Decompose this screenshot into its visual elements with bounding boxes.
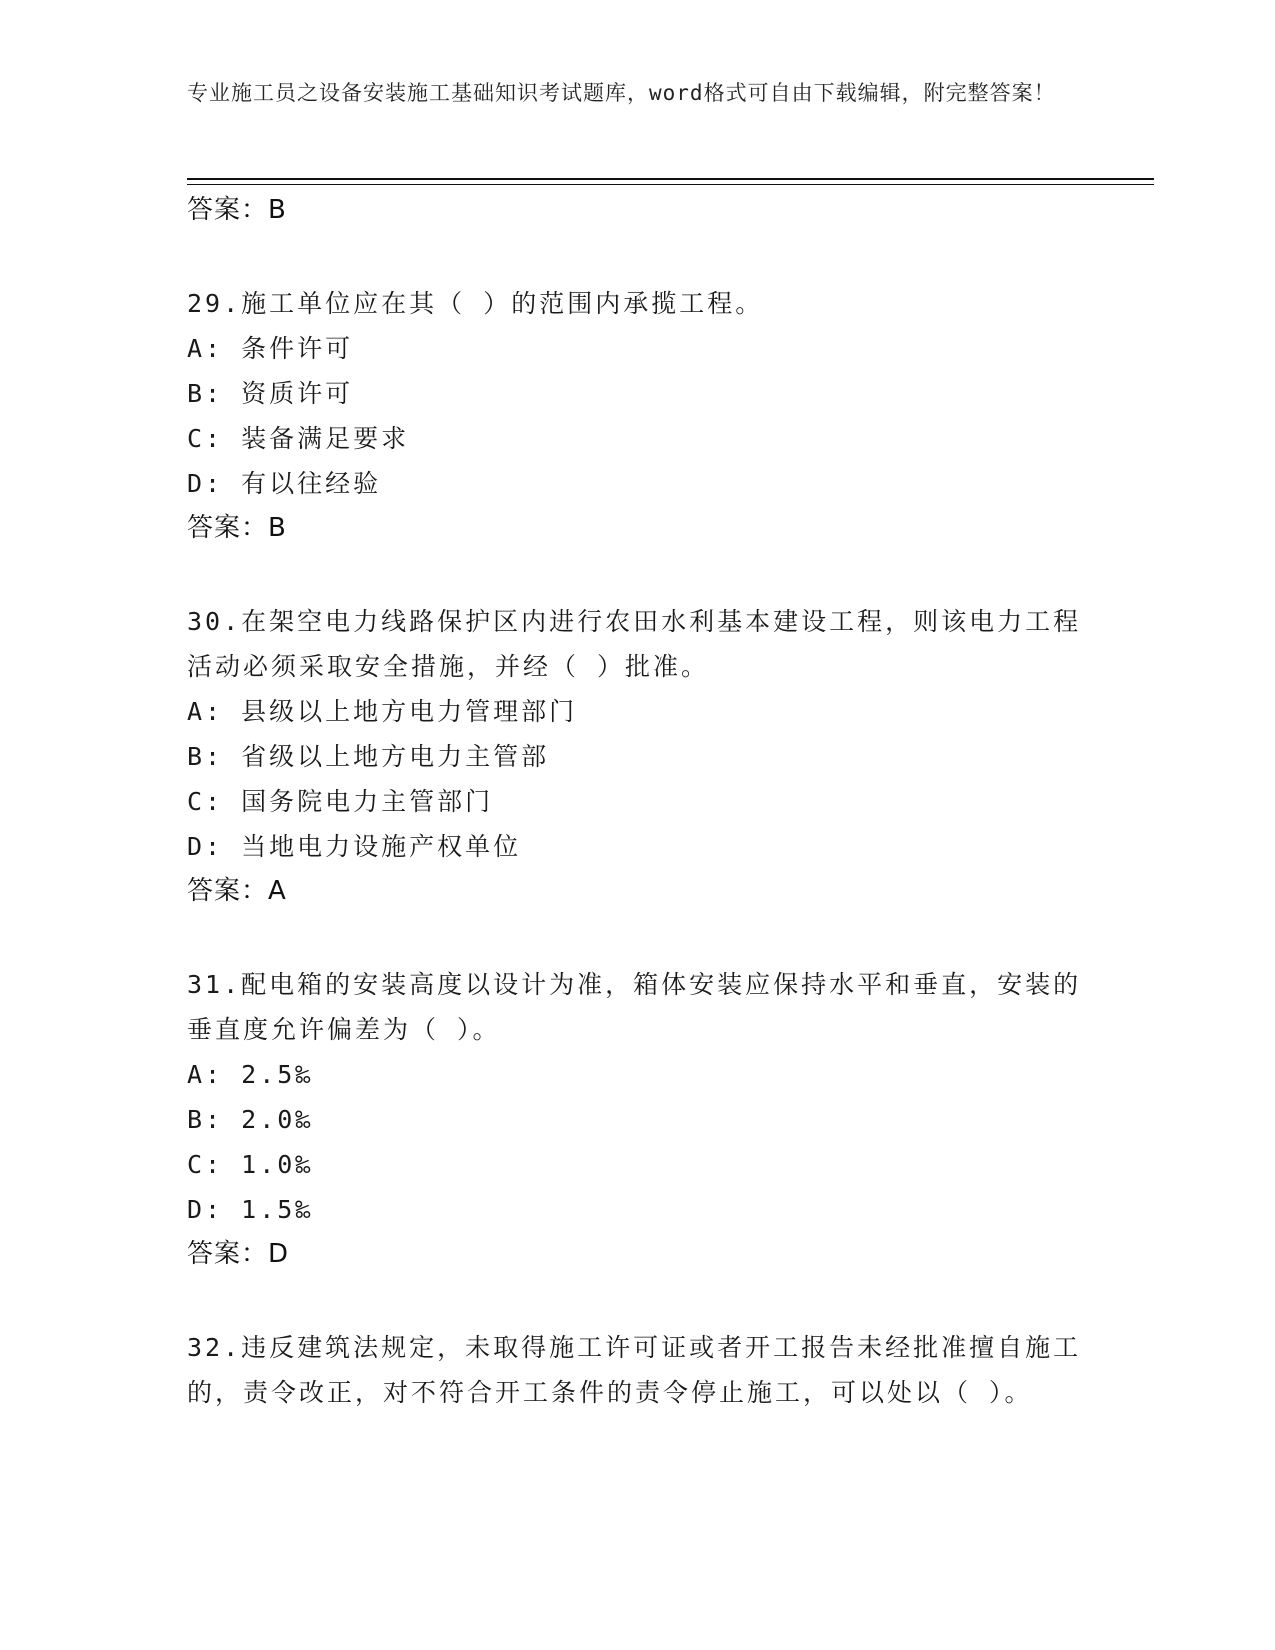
option-d: D: 当地电力设施产权单位 — [187, 832, 522, 861]
option-c: C: 1.0‰ — [187, 1150, 314, 1179]
question-block — [187, 281, 1087, 551]
option-b: B: 2.0‰ — [187, 1105, 314, 1134]
spacer — [187, 1277, 1087, 1325]
option-d: D: 1.5‰ — [187, 1195, 314, 1224]
option-a: A: 2.5‰ — [187, 1060, 314, 1089]
question-stem: 31.配电箱的安装高度以设计为准，箱体安装应保持水平和垂直，安装的垂直度允许偏差为（ ）。 — [187, 970, 1082, 1044]
option-b: B: 省级以上地方电力主管部 — [187, 742, 550, 771]
question-stem: 29.施工单位应在其（ ）的范围内承揽工程。 — [187, 289, 764, 318]
spacer — [187, 233, 1087, 281]
previous-answer: 答案：B — [187, 195, 287, 225]
question-stem: 32.违反建筑法规定，未取得施工许可证或者开工报告未经批准擅自施工的，责令改正，对不符合开工条件的责令停止施工，可以处以（ ）。 — [187, 1333, 1082, 1407]
question-block — [187, 962, 1087, 1277]
option-c: C: 装备满足要求 — [187, 424, 410, 453]
option-c: C: 国务院电力主管部门 — [187, 787, 494, 816]
question-answer: 答案：B — [187, 513, 287, 543]
option-d: D: 有以往经验 — [187, 469, 382, 498]
question-answer: 答案：A — [187, 876, 287, 906]
question-block — [187, 599, 1087, 914]
header-divider-thin — [187, 184, 1154, 185]
option-b: B: 资质许可 — [187, 379, 354, 408]
spacer — [187, 914, 1087, 962]
question-stem: 30.在架空电力线路保护区内进行农田水利基本建设工程，则该电力工程活动必须采取安全措施，并经（ ）批准。 — [187, 607, 1082, 681]
question-block — [187, 1325, 1087, 1415]
option-a: A: 条件许可 — [187, 334, 354, 363]
question-answer: 答案：D — [187, 1239, 290, 1269]
spacer — [187, 551, 1087, 599]
document-header: 专业施工员之设备安装施工基础知识考试题库，word格式可自由下载编辑，附完整答案！ — [187, 81, 1056, 105]
header-divider-thick — [187, 178, 1154, 180]
question-list — [187, 188, 1087, 1415]
option-a: A: 县级以上地方电力管理部门 — [187, 697, 578, 726]
